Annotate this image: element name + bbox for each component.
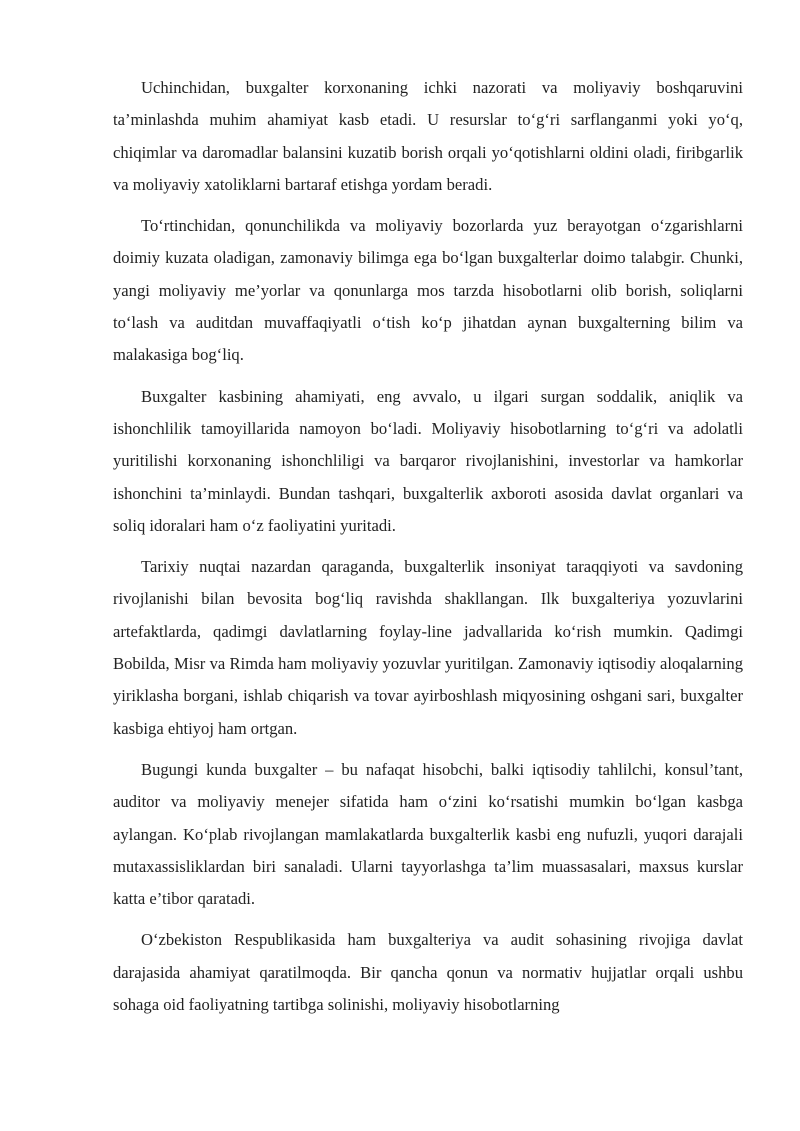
paragraph-uzbekistan: O‘zbekiston Respublikasida ham buxgalteriya va audit sohasining rivojiga davlat darajasida ahamiyat qaratilmoqda. Bir qancha qonun va normativ hujjatlar orqali ushbu sohaga oid faoliyatning tartibga solinishi, moliyaviy hisobotlarning — [113, 930, 743, 1015]
paragraph-today: Bugungi kunda buxgalter – bu nafaqat hisobchi, balki iqtisodiy tahlilchi, konsul’tant, auditor va moliyaviy menejer sifatida ham o‘zini ko‘rsatishi mumkin bo‘lgan kasbga aylangan. Ko‘plab rivojlangan mamlakatlarda buxgalterlik kasbi eng nufuzli, yuqori darajali mutaxassisliklardan biri sanaladi. Ularni tayyorlashga ta’lim muassasalari, maxsus kurslar katta e’tibor qaratadi. — [113, 759, 743, 909]
document-body — [113, 72, 743, 1030]
paragraph-profession-importance: Buxgalter kasbining ahamiyati, eng avvalo, u ilgari surgan soddalik, aniqlik va ishonchlilik tamoyillarida namoyon bo‘ladi. Moliyaviy hisobotlarning to‘g‘ri va adolatli yuritilishi korxonaning ishonchliligi va barqaror rivojlanishini, investorlar va hamkorlar ishonchini ta’minlaydi. Bundan tashqari, buxgalterlik axboroti asosida davlat organlari va soliq idoralari ham o‘z faoliyatini yuritadi. — [113, 386, 743, 535]
paragraph-history: Tarixiy nuqtai nazardan qaraganda, buxgalterlik insoniyat taraqqiyoti va savdoning rivojlanishi bilan bevosita bog‘liq ravishda shakllangan. Ilk buxgalteriya yozuvlarini artefaktlarda, qadimgi davlatlarning foylay-line jadvallarida ko‘rish mumkin. Qadimgi Bobilda, Misr va Rimda ham moliyaviy yozuvlar yuritilgan. Zamonaviy iqtisodiy aloqalarning yiriklasha borgani, ishlab chiqarish va tovar ayirboshlash miqyosining oshgani sari, buxgalter kasbiga ehtiyoj ham ortgan. — [113, 557, 743, 738]
paragraph-third-point: Uchinchidan, buxgalter korxonaning ichki nazorati va moliyaviy boshqaruvini ta’minlashda muhim ahamiyat kasb etadi. U resurslar to‘g‘ri sarflanganmi yoki yo‘q, chiqimlar va daromadlar balansini kuzatib borish orqali yo‘qotishlarni oldini oladi, firibgarlik va moliyaviy xatoliklarni bartaraf etishga yordam beradi. — [113, 78, 743, 194]
paragraph-fourth-point: To‘rtinchidan, qonunchilikda va moliyaviy bozorlarda yuz berayotgan o‘zgarishlarni doimiy kuzata oladigan, zamonaviy bilimga ega bo‘lgan buxgalterlar doimo talabgir. Chunki, yangi moliyaviy me’yorlar va qonunlarga mos tarzda hisobotlarni olib borish, soliqlarni to‘lash va auditdan muvaffaqiyatli o‘tish ko‘p jihatdan aynan buxgalterning bilim va malakasiga bog‘liq. — [113, 216, 743, 365]
